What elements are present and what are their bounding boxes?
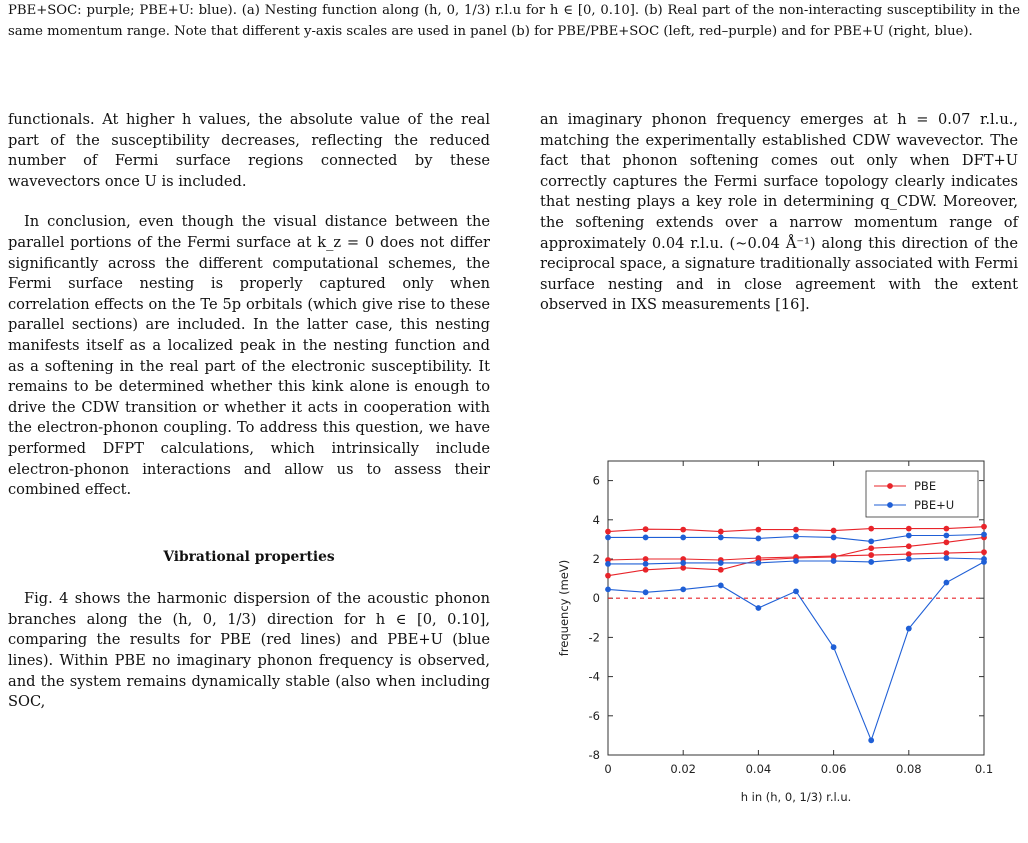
legend-label: PBE xyxy=(914,479,937,493)
data-point xyxy=(944,580,950,586)
data-point xyxy=(831,535,837,541)
data-point xyxy=(643,526,649,532)
data-point xyxy=(831,644,837,650)
data-point xyxy=(906,556,912,562)
data-point xyxy=(793,558,799,564)
data-point xyxy=(944,539,950,545)
x-tick-label: 0.04 xyxy=(745,762,772,776)
data-point xyxy=(718,567,724,573)
x-tick-label: 0.06 xyxy=(820,762,847,776)
data-point xyxy=(605,561,611,567)
data-point xyxy=(605,535,611,541)
paragraph: functionals. At higher h values, the absolute value of the real part of the susceptibility decreases, reflecting the reduced number of Fermi surface regions connected by these wavevectors once U is included. xyxy=(8,111,490,190)
data-point xyxy=(868,559,874,565)
data-point xyxy=(831,558,837,564)
data-point xyxy=(868,538,874,544)
y-tick-label: -4 xyxy=(588,669,600,684)
legend-marker xyxy=(887,483,893,489)
data-point xyxy=(868,737,874,743)
data-point xyxy=(756,605,762,611)
phonon-dispersion-figure xyxy=(546,455,1018,825)
y-tick-label: 2 xyxy=(592,552,600,566)
data-point xyxy=(718,535,724,541)
data-point xyxy=(906,626,912,632)
y-tick-label: 0 xyxy=(592,591,600,606)
data-point xyxy=(756,527,762,533)
section-heading: Vibrational properties xyxy=(163,548,335,565)
data-point xyxy=(944,526,950,532)
legend-label: PBE+U xyxy=(914,498,955,512)
data-point xyxy=(981,532,987,538)
data-point xyxy=(605,586,611,592)
x-tick-label: 0 xyxy=(604,762,612,776)
data-point xyxy=(981,559,987,565)
data-point xyxy=(718,529,724,535)
data-point xyxy=(831,528,837,534)
x-tick-label: 0.08 xyxy=(895,762,922,776)
data-point xyxy=(793,534,799,540)
x-axis-label: h in (h, 0, 1/3) r.l.u. xyxy=(740,790,852,804)
data-point xyxy=(944,555,950,561)
data-point xyxy=(643,567,649,573)
data-point xyxy=(643,561,649,567)
y-tick-label: 6 xyxy=(592,473,600,488)
data-point xyxy=(793,527,799,533)
data-point xyxy=(680,527,686,533)
left-column xyxy=(8,110,490,713)
data-point xyxy=(906,533,912,539)
x-tick-label: 0.1 xyxy=(974,762,994,776)
data-point xyxy=(793,588,799,594)
y-axis-label: frequency (meV) xyxy=(557,559,571,657)
y-tick-label: -6 xyxy=(588,708,600,723)
data-point xyxy=(868,552,874,558)
data-point xyxy=(906,543,912,549)
figure-caption: PBE+SOC: purple; PBE+U: blue). (a) Nesting function along (h, 0, 1/3) r.l.u for h ∈ [0, 0.10]. (b) Real part of the non-interacting susceptibility in the same momentum range. Note that different y-axis scales are used in panel (b) for PBE/PBE+SOC (left, red–purple) and for PBE+U (right, blue). xyxy=(8,3,1020,39)
y-tick-label: -2 xyxy=(588,630,600,645)
data-point xyxy=(643,589,649,595)
data-point xyxy=(981,549,987,555)
data-point xyxy=(643,535,649,541)
data-point xyxy=(868,545,874,551)
phonon-dispersion-chart xyxy=(546,455,1018,825)
data-point xyxy=(680,586,686,592)
data-point xyxy=(718,560,724,566)
data-point xyxy=(756,560,762,566)
data-point xyxy=(868,526,874,532)
data-point xyxy=(944,533,950,539)
y-tick-label: -8 xyxy=(588,748,600,762)
data-point xyxy=(718,583,724,589)
x-tick-label: 0.02 xyxy=(670,762,697,776)
data-point xyxy=(756,536,762,542)
data-point xyxy=(680,535,686,541)
paragraph: an imaginary phonon frequency emerges at h = 0.07 r.l.u., matching the experimentally established CDW wavevector. The fact that phonon softening comes out only when DFT+U correctly captures the Fermi surface topology clearly indicates that nesting plays a key role in determining q_CDW. Moreover, the softening extends over a narrow momentum range of approximately 0.04 r.l.u. (∼0.04 Å⁻¹) along this direction of the reciprocal space, a signature traditionally associated with Fermi surface nesting and in close agreement with the extent observed in IXS measurements [16]. xyxy=(540,111,1018,314)
y-tick-label: 4 xyxy=(592,512,600,527)
legend-marker xyxy=(887,502,893,508)
paragraph: In conclusion, even though the visual distance between the parallel portions of the Fermi surface at k_z = 0 does not differ significantly across the different computational schemes, the Fermi surface nesting is properly captured only when correlation effects on the Te 5p orbitals (which give rise to these parallel sections) are included. In the latter case, this nesting manifests itself as a localized peak in the nesting function and as a softening in the real part of the electronic susceptibility. It remains to be determined whether this kink alone is enough to drive the CDW transition or whether it acts in cooperation with the electron-phonon coupling. To address this question, we have performed DFPT calculations, which intrinsically include electron-phonon interactions and allow us to assess their combined effect. xyxy=(8,213,490,499)
right-column xyxy=(540,110,1018,316)
data-point xyxy=(605,529,611,535)
paragraph: Fig. 4 shows the harmonic dispersion of the acoustic phonon branches along the (h, 0, 1/3) direction for h ∈ [0, 0.10], comparing the results for PBE (red lines) and PBE+U (blue lines). Within PBE no imaginary phonon frequency is observed, and the system remains dynamically stable (also when including SOC, xyxy=(8,590,490,711)
data-point xyxy=(981,524,987,530)
data-point xyxy=(605,573,611,579)
data-point xyxy=(906,526,912,532)
data-point xyxy=(680,560,686,566)
